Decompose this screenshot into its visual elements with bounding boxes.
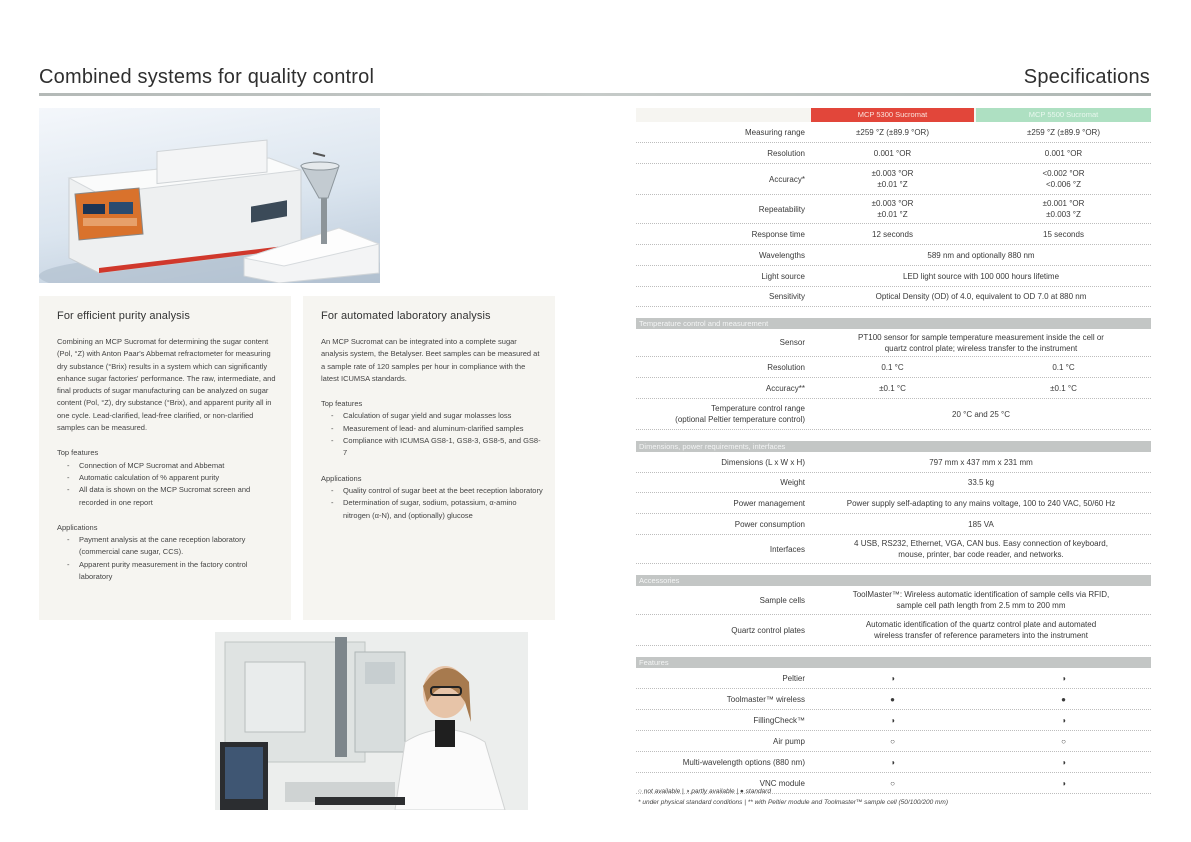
spec-value-mcp5300: 0.1 °C xyxy=(881,362,904,372)
feature-item: - Connection of MCP Sucromat and Abbemat xyxy=(57,460,279,472)
spec-row xyxy=(636,493,1151,514)
spec-label: Sample cells xyxy=(759,595,805,605)
spec-value-mcp5500: ◑ xyxy=(1061,778,1066,788)
spec-value-mcp5300: ● xyxy=(890,694,895,704)
spec-label: FillingCheck™ xyxy=(753,715,805,725)
spec-row xyxy=(636,473,1151,493)
header-rule xyxy=(39,93,1151,96)
spec-label: Accuracy* xyxy=(768,174,805,184)
spec-label: Power consumption xyxy=(734,519,805,529)
spec-label: Toolmaster™ wireless xyxy=(726,694,805,704)
spec-label: Sensor xyxy=(779,338,805,347)
spec-value: 4 USB, RS232, Ethernet, VGA, CAN bus. Easy connection of keyboard, mouse, printer, bar code reader, and networks. xyxy=(854,539,1108,559)
spec-label: Wavelengths xyxy=(759,250,805,260)
feature-item: - All data is shown on the MCP Sucromat screen and recorded in one report xyxy=(57,484,279,509)
spec-value-mcp5300: ±0.1 °C xyxy=(879,383,906,393)
spec-label: VNC module xyxy=(759,778,805,788)
spec-value-mcp5300: ○ xyxy=(890,736,895,746)
spec-value-mcp5500: ● xyxy=(1061,694,1066,704)
spec-label: Temperature control range (optional Peltier temperature control) xyxy=(675,404,805,424)
spec-value: Power supply self-adapting to any mains voltage, 100 to 240 VAC, 50/60 Hz xyxy=(846,498,1116,508)
spec-value: LED light source with 100 000 hours lifetime xyxy=(902,271,1060,281)
spec-label: Resolution xyxy=(767,148,805,158)
spec-label: Response time xyxy=(751,229,805,239)
spec-row xyxy=(636,615,1151,646)
spec-row xyxy=(636,399,1151,430)
spec-label: Peltier xyxy=(782,673,805,683)
application-item: - Quality control of sugar beet at the beet reception laboratory xyxy=(321,485,543,497)
column-header-mcp5500: MCP 5500 Sucromat xyxy=(976,108,1151,122)
spec-row xyxy=(636,287,1151,307)
spec-row xyxy=(636,452,1151,473)
spec-row xyxy=(636,710,1151,731)
spec-row xyxy=(636,143,1151,164)
spec-value-mcp5300: ±0.003 °OR ±0.01 °Z xyxy=(871,169,914,189)
spec-value: Automatic identification of the quartz control plate and automated wireless transfer of reference parameters into the instrument xyxy=(865,620,1097,640)
spec-value: 797 mm x 437 mm x 231 mm xyxy=(929,457,1033,467)
feature-item: - Calculation of sugar yield and sugar molasses loss xyxy=(321,410,543,422)
spec-label: Dimensions (L x W x H) xyxy=(721,457,805,467)
footnotes xyxy=(638,786,948,808)
spec-value-mcp5300: ±259 °Z (±89.9 °OR) xyxy=(856,127,929,137)
spec-value-mcp5300: ○ xyxy=(890,778,895,788)
spec-value-mcp5500: ◑ xyxy=(1061,757,1066,767)
page-title-left: Combined systems for quality control xyxy=(39,66,375,88)
spec-row xyxy=(636,689,1151,710)
spec-value-mcp5500: ◑ xyxy=(1061,715,1066,725)
spec-label: Power management xyxy=(733,498,805,508)
spec-row xyxy=(636,668,1151,689)
feature-item: - Compliance with ICUMSA GS8-1, GS8-3, GS8-5, and GS8-7 xyxy=(321,435,543,460)
spec-value-mcp5500: ±259 °Z (±89.9 °OR) xyxy=(1027,127,1100,137)
panel-title: For efficient purity analysis xyxy=(57,310,190,322)
spec-value-mcp5300: 0.001 °OR xyxy=(873,148,912,158)
feature-item: - Measurement of lead- and aluminum-clarified samples xyxy=(321,423,543,435)
purity-analysis-panel xyxy=(39,296,291,620)
spec-value-mcp5500: ◑ xyxy=(1061,673,1066,683)
application-item: - Payment analysis at the cane reception laboratory (commercial cane sugar, CCS). xyxy=(57,534,279,559)
automated-analysis-panel xyxy=(303,296,555,620)
spec-row xyxy=(636,586,1151,615)
spec-value: 589 nm and optionally 880 nm xyxy=(927,250,1035,260)
applications-heading: Applications xyxy=(321,473,362,483)
application-item: - Determination of sugar, sodium, potassium, α-amino nitrogen (α-N), and (optionally) glucose xyxy=(321,497,543,522)
feature-item: - Automatic calculation of % apparent purity xyxy=(57,472,279,484)
spec-label: Weight xyxy=(780,478,805,487)
spec-label: Air pump xyxy=(772,736,805,746)
spec-label: Sensitivity xyxy=(768,292,805,301)
section-header-features: Features xyxy=(636,657,1151,668)
spec-label: Light source xyxy=(761,271,805,281)
section-header-temperature: Temperature control and measurement xyxy=(636,318,1151,329)
spec-label: Interfaces xyxy=(769,544,805,554)
spec-row xyxy=(636,224,1151,245)
spec-value-mcp5500: 0.1 °C xyxy=(1052,362,1075,372)
spec-row xyxy=(636,195,1151,224)
section-header-dimensions: Dimensions, power requirements, interfaces xyxy=(636,441,1151,452)
spec-row xyxy=(636,514,1151,535)
spec-row xyxy=(636,357,1151,378)
spec-value-mcp5300: ◑ xyxy=(890,757,895,767)
spec-value-mcp5500: ○ xyxy=(1061,736,1066,746)
spec-value: 20 °C and 25 °C xyxy=(952,409,1010,419)
panel-intro: Combining an MCP Sucromat for determining the sugar content (Pol, °Z) with Anton Paar's Abbemat refractometer for measuring dry substance (°Brix) results in a system which can significantly enhance sugar factories' performance. The raw, intermediate, and final products of sugar manufacturing can be analyzed on sugar content (Pol, °Z), dry substance (°Brix), and apparent purity all in one cycle. Lead-clarified, lead-free clarified, or non-clarified samples can be measured. xyxy=(57,337,276,433)
specifications-table xyxy=(636,108,1151,794)
spec-label: Accuracy** xyxy=(765,383,805,393)
panel-title: For automated laboratory analysis xyxy=(321,310,491,322)
spec-value-mcp5300: ◑ xyxy=(890,673,895,683)
spec-value-mcp5500: ±0.001 °OR ±0.003 °Z xyxy=(1042,199,1085,219)
spec-value-mcp5300: ±0.003 °OR ±0.01 °Z xyxy=(871,199,914,219)
spec-label: Multi-wavelength options (880 nm) xyxy=(682,757,805,767)
spec-label: Measuring range xyxy=(744,127,805,137)
spec-row xyxy=(636,731,1151,752)
features-heading: Top features xyxy=(321,399,363,409)
legend-footnote: ○ not available | ◑ partly available | ● standard xyxy=(638,788,771,795)
spec-row xyxy=(636,378,1151,399)
features-heading: Top features xyxy=(57,448,99,458)
spec-label: Repeatability xyxy=(758,204,805,214)
product-photo xyxy=(39,108,380,283)
column-header-mcp5300: MCP 5300 Sucromat xyxy=(811,108,974,122)
lab-photo xyxy=(215,632,528,810)
page-title-right: Specifications xyxy=(1023,66,1150,88)
spec-row xyxy=(636,535,1151,564)
spec-value: 33.5 kg xyxy=(967,478,995,487)
spec-value-mcp5500: <0.002 °OR <0.006 °Z xyxy=(1042,169,1085,189)
spec-row xyxy=(636,122,1151,143)
spec-row xyxy=(636,329,1151,357)
spec-label: Resolution xyxy=(767,362,805,372)
section-header-accessories: Accessories xyxy=(636,575,1151,586)
spec-value-mcp5300: 12 seconds xyxy=(872,229,913,239)
spec-row xyxy=(636,245,1151,266)
spec-value: ToolMaster™: Wireless automatic identification of sample cells via RFID, sample cell path length from 2.5 mm to 200 mm xyxy=(852,590,1110,610)
spec-label: Quartz control plates xyxy=(731,625,805,635)
spec-value: PT100 sensor for sample temperature measurement inside the cell or quartz control plate; wireless transfer to the instrument xyxy=(858,332,1104,353)
spec-value-mcp5500: ±0.1 °C xyxy=(1050,383,1077,393)
conditions-footnote: * under physical standard conditions | ** with Peltier module and Toolmaster™ sample cell (50/100/200 mm) xyxy=(638,799,948,806)
spec-value: 185 VA xyxy=(968,519,994,529)
spec-row xyxy=(636,266,1151,287)
applications-heading: Applications xyxy=(57,522,98,532)
spec-row xyxy=(636,164,1151,195)
spec-value: Optical Density (OD) of 4.0, equivalent to OD 7.0 at 880 nm xyxy=(875,292,1087,301)
application-item: - Apparent purity measurement in the factory control laboratory xyxy=(57,559,279,584)
spec-value-mcp5500: 0.001 °OR xyxy=(1044,148,1083,158)
spec-value-mcp5500: 15 seconds xyxy=(1043,229,1084,239)
spec-value-mcp5300: ◑ xyxy=(890,715,895,725)
panel-intro: An MCP Sucromat can be integrated into a complete sugar analysis system, the Betalyser. Beet samples can be measured at a sample rate of 120 samples per hour in compliance with the latest ICUMSA standards. xyxy=(321,337,540,383)
spec-header-row xyxy=(636,108,1151,122)
spec-row xyxy=(636,752,1151,773)
